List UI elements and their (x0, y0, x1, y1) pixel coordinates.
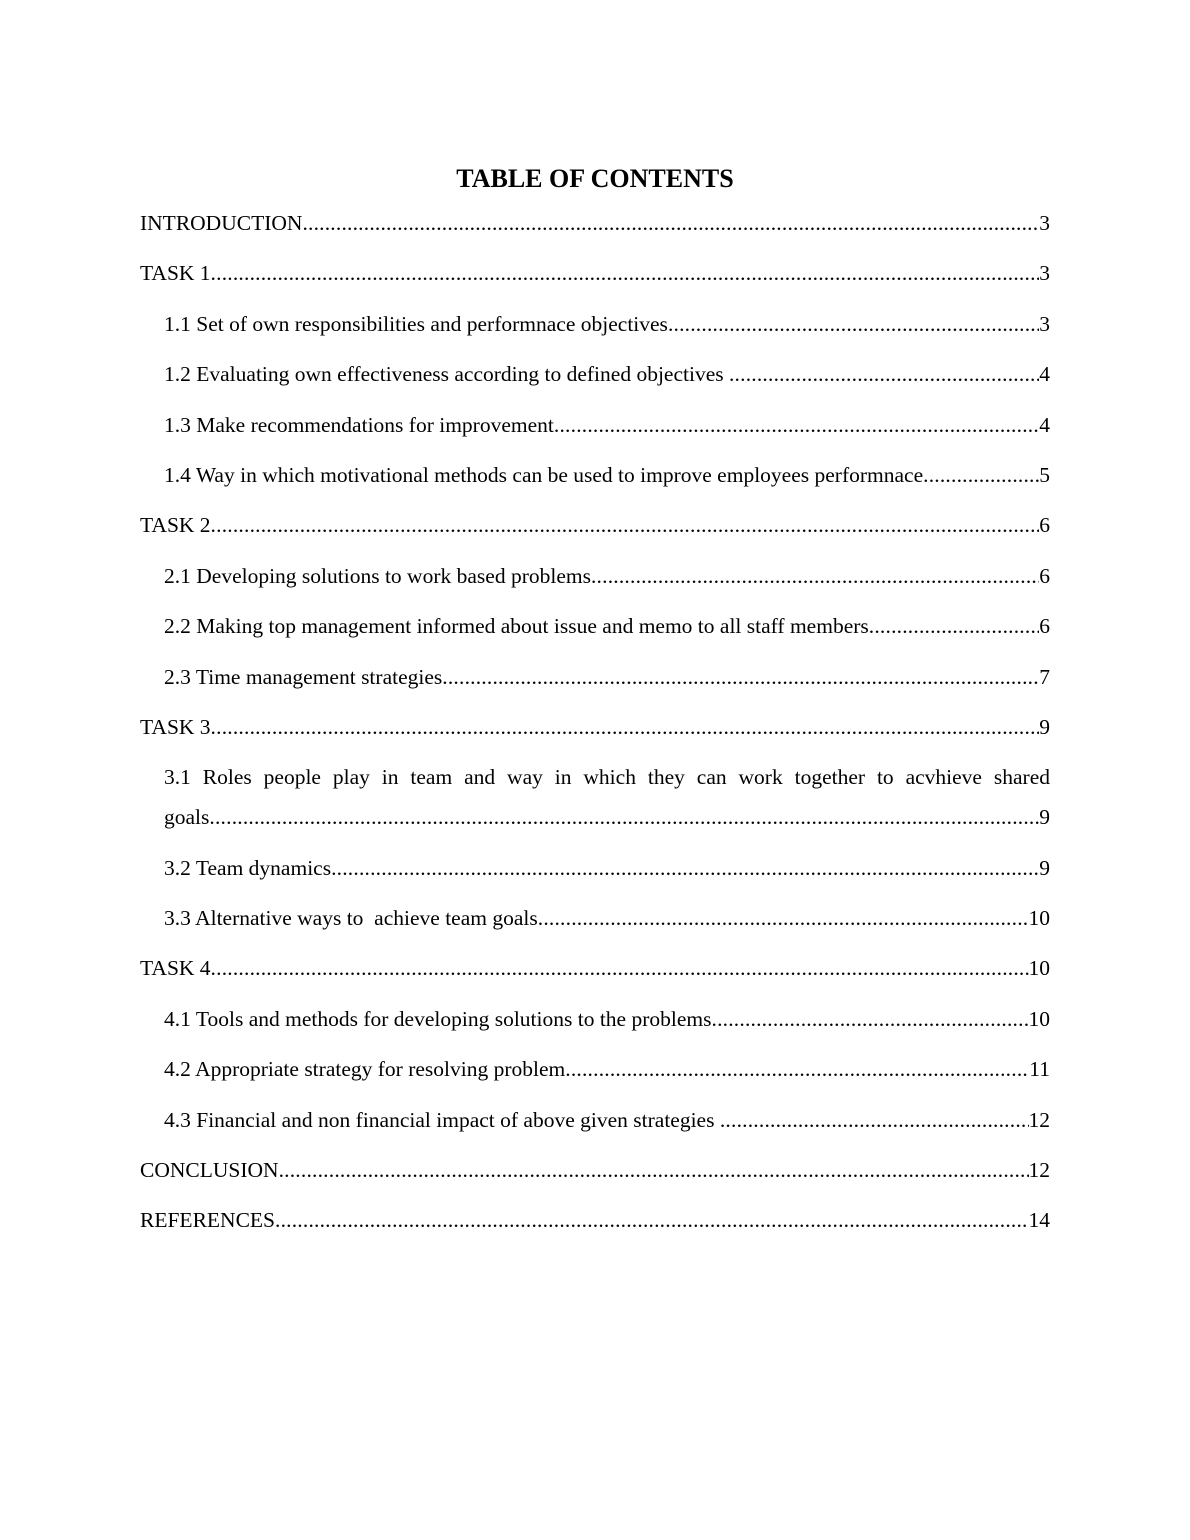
toc-entry-label: 4.3 Financial and non financial impact of above given strategies (164, 1107, 720, 1132)
toc-entry-4-3[interactable] (140, 1105, 1050, 1135)
toc-entry-4-1[interactable] (140, 1004, 1050, 1034)
toc-entry-page-number: 3 (1039, 261, 1050, 286)
toc-entry-task-4[interactable] (140, 953, 1050, 983)
toc-entry-page-number: 9 (1039, 805, 1050, 830)
toc-entry-page-number: 10 (1028, 956, 1050, 981)
toc-entry-page-number: 9 (1039, 855, 1050, 880)
dot-leader (554, 410, 1039, 440)
toc-entry-page-number: 6 (1039, 513, 1050, 538)
dot-leader (565, 1054, 1029, 1084)
toc-title: TABLE OF CONTENTS (456, 164, 734, 193)
toc-entry-label: 4.1 Tools and methods for developing solutions to the problems (164, 1006, 712, 1031)
toc-entry-task-2[interactable] (140, 510, 1050, 540)
toc-entry-1-4[interactable] (140, 460, 1050, 490)
toc-entry-page-number: 7 (1039, 664, 1050, 689)
toc-entry-label: 1.4 Way in which motivational methods can be used to improve employees performnace (164, 462, 924, 487)
toc-entry-2-3[interactable] (140, 662, 1050, 692)
toc-entry-page-number: 5 (1039, 462, 1050, 487)
toc-entry-page-number: 6 (1039, 614, 1050, 639)
toc-entry-label-line-2: goals (164, 805, 210, 830)
toc-entry-label: 3.3 Alternative ways to achieve team goals (164, 906, 538, 931)
toc-entry-introduction[interactable] (140, 208, 1050, 238)
toc-entry-label: 4.2 Appropriate strategy for resolving problem (164, 1057, 566, 1082)
dot-leader (211, 510, 1040, 540)
dot-leader (211, 953, 1029, 983)
dot-leader (211, 258, 1040, 288)
toc-entry-page-number: 12 (1028, 1107, 1050, 1132)
toc-entry-task-3[interactable] (140, 712, 1050, 742)
toc-entry-label: 1.2 Evaluating own effectiveness according to defined objectives (164, 362, 729, 387)
toc-entry-page-number: 4 (1039, 412, 1050, 437)
toc-entry-3-1[interactable] (140, 757, 1050, 837)
toc-entry-3-3[interactable] (140, 903, 1050, 933)
toc-entry-page-number: 10 (1028, 1006, 1050, 1031)
toc-entry-label-line-1: 3.1 Roles people play in team and way in which they can work together to acvhieve shared (164, 765, 1050, 790)
toc-entry-label: TASK 1 (140, 261, 211, 286)
dot-leader (302, 208, 1039, 238)
toc-entry-label: TASK 2 (140, 513, 211, 538)
toc-entry-page-number: 3 (1039, 211, 1050, 235)
toc-entry-4-2[interactable] (140, 1054, 1050, 1084)
toc-entry-task-1[interactable] (140, 258, 1050, 288)
dot-leader (538, 903, 1029, 933)
toc-entry-label: REFERENCES (140, 1208, 275, 1233)
dot-leader (275, 1205, 1029, 1235)
toc-entry-page-number: 10 (1028, 906, 1050, 931)
toc-entry-label: INTRODUCTION (140, 211, 303, 235)
toc-entry-1-1[interactable] (140, 309, 1050, 339)
dot-leader (720, 1105, 1029, 1135)
toc-entry-label: CONCLUSION (140, 1158, 279, 1183)
toc-entry-label: 1.3 Make recommendations for improvement (164, 412, 554, 437)
toc-entry-page-number: 9 (1039, 714, 1050, 739)
dot-leader (591, 561, 1039, 591)
toc-entry-label: 2.2 Making top management informed about issue and memo to all staff members (164, 614, 869, 639)
dot-leader (668, 309, 1039, 339)
dot-leader (712, 1004, 1029, 1034)
dot-leader (869, 611, 1039, 641)
toc-entry-page-number: 4 (1039, 362, 1050, 387)
dot-leader (331, 853, 1039, 883)
toc-entry-1-3[interactable] (140, 410, 1050, 440)
toc-entry-page-number: 6 (1039, 563, 1050, 588)
toc-entry-2-2[interactable] (140, 611, 1050, 641)
toc-entry-2-1[interactable] (140, 561, 1050, 591)
toc-entry-page-number: 3 (1039, 311, 1050, 336)
dot-leader (442, 662, 1039, 692)
toc-entry-3-2[interactable] (140, 853, 1050, 883)
toc-entry-conclusion[interactable] (140, 1155, 1050, 1185)
toc-entry-label: 2.1 Developing solutions to work based problems (164, 563, 591, 588)
toc-entry-1-2[interactable] (140, 359, 1050, 389)
toc-entry-label: 1.1 Set of own responsibilities and performnace objectives (164, 311, 668, 336)
toc-entry-label: 3.2 Team dynamics (164, 855, 332, 880)
toc-entry-label: TASK 3 (140, 714, 211, 739)
dot-leader (279, 1155, 1029, 1185)
toc-list (140, 208, 1050, 1256)
dot-leader (923, 460, 1039, 490)
dot-leader (729, 359, 1039, 389)
toc-entry-label: TASK 4 (140, 956, 211, 981)
toc-entry-label: 2.3 Time management strategies (164, 664, 443, 689)
dot-leader (211, 712, 1040, 742)
toc-entry-page-number: 14 (1028, 1208, 1050, 1233)
toc-entry-references[interactable] (140, 1205, 1050, 1235)
toc-entry-page-number: 12 (1028, 1158, 1050, 1183)
dot-leader (209, 797, 1039, 837)
toc-entry-page-number: 11 (1029, 1057, 1050, 1082)
